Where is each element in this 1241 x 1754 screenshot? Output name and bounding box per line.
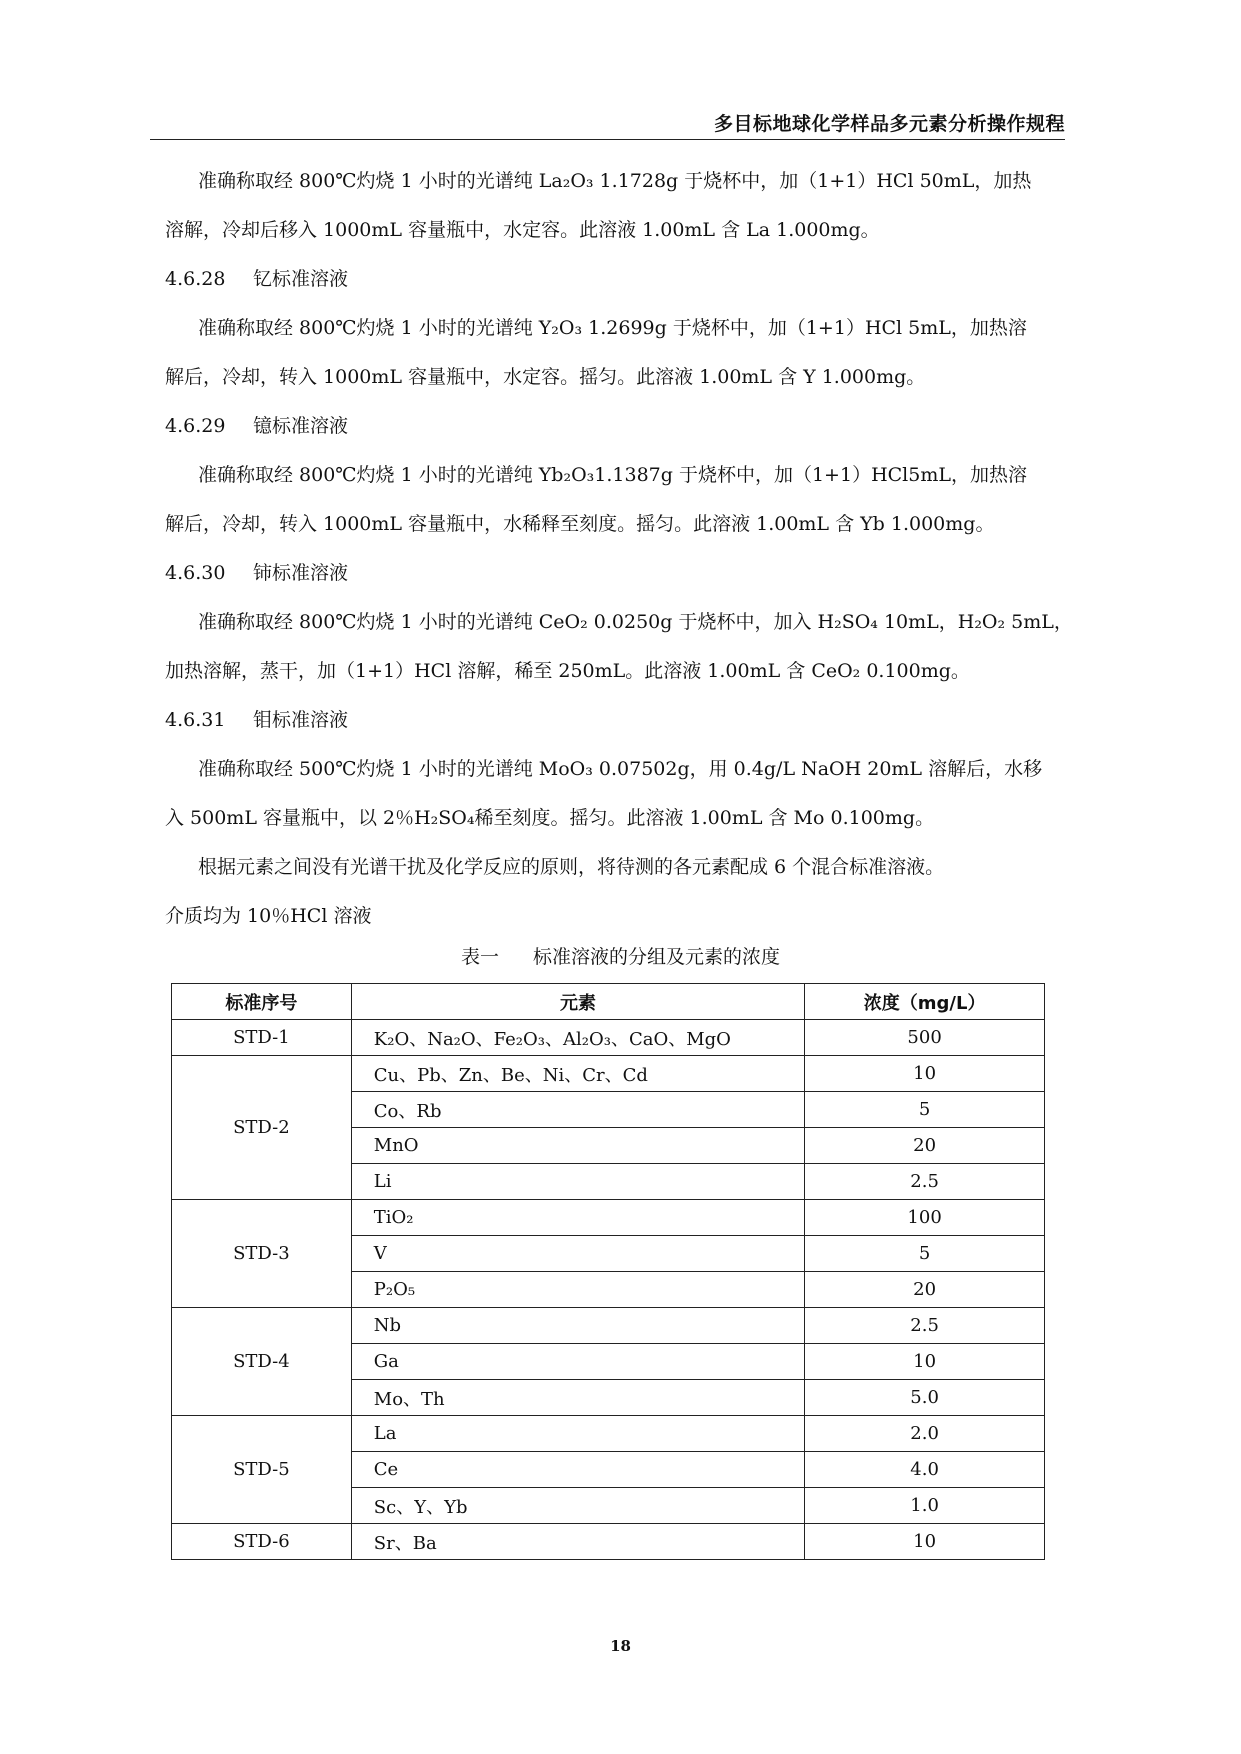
elements-cell: Nb [351,1308,804,1344]
elements-cell: P₂O₅ [351,1272,804,1308]
elements-cell: Mo、Th [351,1380,804,1416]
paragraph-line: 溶解，冷却后移入 1000mL 容量瓶中，水定容。此溶液 1.00mL 含 La 1.000mg。 [165,219,880,241]
elements-cell: Sc、Y、Yb [351,1488,804,1524]
elements-cell: La [351,1416,804,1452]
paragraph-line: 准确称取经 800℃灼烧 1 小时的光谱纯 Yb₂O₃1.1387g 于烧杯中，加（1+1）HCl5mL，加热溶 [198,464,1027,486]
table-row [172,1200,1045,1236]
std-id-cell: STD-6 [172,1524,352,1560]
std-id-cell: STD-4 [172,1308,352,1416]
elements-cell: Co、Rb [351,1092,804,1128]
elements-cell: MnO [351,1128,804,1164]
column-header-concentration: 浓度（mg/L） [805,984,1045,1020]
concentration-cell: 10 [805,1344,1045,1380]
paragraph-line: 准确称取经 800℃灼烧 1 小时的光谱纯 La₂O₃ 1.1728g 于烧杯中，加（1+1）HCl 50mL，加热 [198,170,1032,192]
elements-cell: Li [351,1164,804,1200]
page-number: 18 [610,1637,631,1655]
concentration-cell: 20 [805,1128,1045,1164]
concentration-cell: 5 [805,1092,1045,1128]
section-heading [165,402,1070,451]
concentration-cell: 2.0 [805,1416,1045,1452]
column-header-std: 标准序号 [172,984,352,1020]
section-heading [165,255,1070,304]
table-row [172,1308,1045,1344]
elements-cell: Sr、Ba [351,1524,804,1560]
page-header [150,95,1065,140]
elements-cell: Ga [351,1344,804,1380]
section-title: 钇标准溶液 [253,268,349,290]
section-number: 4.6.31 [165,709,226,731]
section-number: 4.6.30 [165,562,226,584]
paragraph-line: 准确称取经 800℃灼烧 1 小时的光谱纯 Y₂O₃ 1.2699g 于烧杯中，加（1+1）HCl 5mL，加热溶 [198,317,1027,339]
section-title: 钼标准溶液 [253,709,349,731]
table-caption: 表一 标准溶液的分组及元素的浓度 [460,946,781,968]
paragraph-line: 介质均为 10％HCl 溶液 [165,905,372,927]
elements-cell: Cu、Pb、Zn、Be、Ni、Cr、Cd [351,1056,804,1092]
elements-cell: Ce [351,1452,804,1488]
concentration-cell: 4.0 [805,1452,1045,1488]
document-title: 多目标地球化学样品多元素分析操作规程 [713,113,1065,135]
concentration-cell: 5 [805,1236,1045,1272]
section-heading [165,549,1070,598]
elements-cell: TiO₂ [351,1200,804,1236]
section-heading [165,696,1070,745]
concentration-cell: 20 [805,1272,1045,1308]
std-id-cell: STD-2 [172,1056,352,1200]
concentration-cell: 100 [805,1200,1045,1236]
table-row [172,1524,1045,1560]
paragraph-line: 准确称取经 800℃灼烧 1 小时的光谱纯 CeO₂ 0.0250g 于烧杯中，加入 H₂SO₄ 10mL，H₂O₂ 5mL， [198,611,1073,633]
concentration-cell: 10 [805,1524,1045,1560]
section-number: 4.6.29 [165,415,226,437]
table-header-row [172,984,1045,1020]
paragraph-line: 加热溶解，蒸干，加（1+1）HCl 溶解，稀至 250mL。此溶液 1.00mL 含 CeO₂ 0.100mg。 [165,660,970,682]
concentration-cell: 1.0 [805,1488,1045,1524]
std-id-cell: STD-3 [172,1200,352,1308]
body-text [165,157,1073,941]
std-id-cell: STD-5 [172,1416,352,1524]
paragraph-line: 解后，冷却，转入 1000mL 容量瓶中，水定容。摇匀。此溶液 1.00mL 含 Y 1.000mg。 [165,366,926,388]
table-row [172,1020,1045,1056]
concentration-cell: 2.5 [805,1164,1045,1200]
concentration-cell: 500 [805,1020,1045,1056]
std-id-cell: STD-1 [172,1020,352,1056]
table-row [172,1416,1045,1452]
elements-cell: K₂O、Na₂O、Fe₂O₃、Al₂O₃、CaO、MgO [351,1020,804,1056]
section-title: 镱标准溶液 [253,415,349,437]
column-header-elements: 元素 [351,984,804,1020]
paragraph-line: 解后，冷却，转入 1000mL 容量瓶中，水稀释至刻度。摇匀。此溶液 1.00mL 含 Yb 1.000mg。 [165,513,995,535]
paragraph-line: 准确称取经 500℃灼烧 1 小时的光谱纯 MoO₃ 0.07502g，用 0.4g/L NaOH 20mL 溶解后，水移 [198,758,1043,780]
concentration-cell: 10 [805,1056,1045,1092]
elements-cell: V [351,1236,804,1272]
concentration-cell: 5.0 [805,1380,1045,1416]
standard-solutions-table [171,983,1045,1560]
paragraph-line: 入 500mL 容量瓶中，以 2％H₂SO₄稀至刻度。摇匀。此溶液 1.00mL 含 Mo 0.100mg。 [165,807,935,829]
paragraph-line: 根据元素之间没有光谱干扰及化学反应的原则，将待测的各元素配成 6 个混合标准溶液。 [198,856,945,878]
section-title: 铈标准溶液 [253,562,349,584]
concentration-cell: 2.5 [805,1308,1045,1344]
section-number: 4.6.28 [165,268,226,290]
table-row [172,1056,1045,1092]
